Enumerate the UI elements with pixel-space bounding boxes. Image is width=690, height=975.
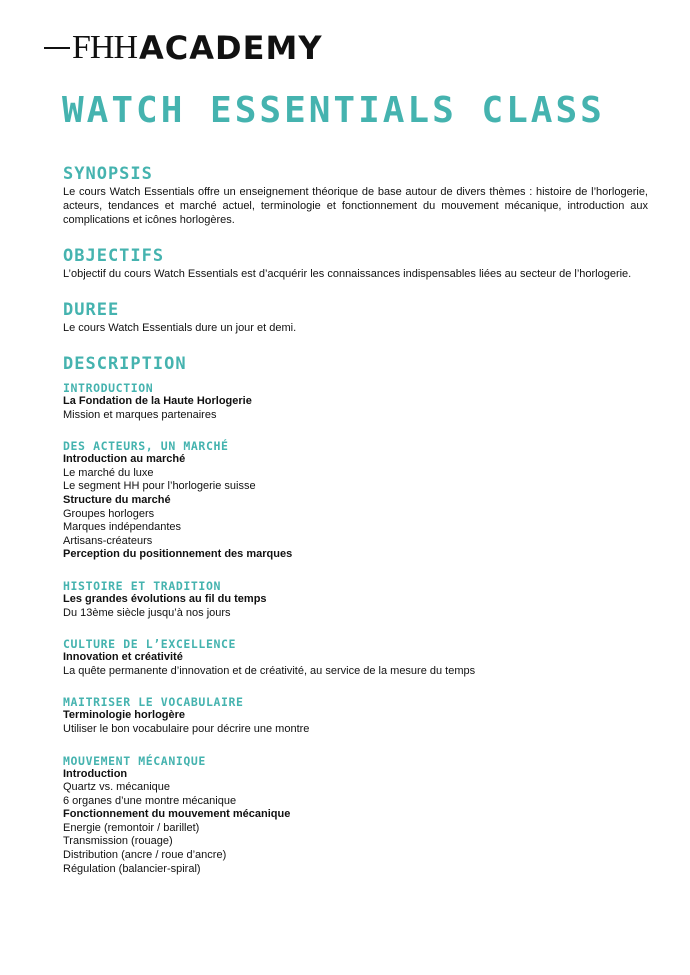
topic-block	[63, 637, 648, 678]
description-section	[63, 353, 648, 876]
topic-heading: CULTURE DE L’EXCELLENCE	[63, 637, 237, 652]
synopsis-section	[63, 163, 648, 227]
topic-subheading: Structure du marché	[63, 493, 171, 506]
page-title: WATCH ESSENTIALS CLASS	[62, 90, 605, 131]
topic-line: Artisans-créateurs	[63, 534, 153, 547]
logo-word: ACADEMY	[139, 29, 323, 67]
topic-line: Distribution (ancre / roue d’ancre)	[63, 849, 227, 862]
topic-line: Mission et marques partenaires	[63, 408, 217, 421]
topic-heading: HISTOIRE ET TRADITION	[63, 578, 221, 593]
topic-line: Du 13ème siècle jusqu’à nos jours	[63, 606, 231, 619]
topic-subheading: Introduction	[63, 767, 128, 780]
logo-dash	[44, 47, 70, 49]
duree-text: Le cours Watch Essentials dure un jour et demi.	[63, 322, 297, 334]
synopsis-heading: SYNOPSIS	[63, 164, 153, 184]
topic-heading: MOUVEMENT MÉCANIQUE	[63, 753, 206, 768]
fhh-academy-logo	[44, 30, 322, 66]
topic-line: 6 organes d’une montre mécanique	[63, 794, 237, 807]
topic-line: Groupes horlogers	[63, 507, 155, 520]
topic-line: La quête permanente d’innovation et de créativité, au service de la mesure du temps	[63, 664, 476, 677]
topic-list	[63, 381, 648, 876]
description-heading: DESCRIPTION	[63, 354, 187, 374]
topic-subheading: Innovation et créativité	[63, 651, 183, 664]
topic-line: Quartz vs. mécanique	[63, 781, 170, 794]
topic-block	[63, 439, 648, 562]
duree-section	[63, 299, 648, 335]
topic-line: Utiliser le bon vocabulaire pour décrire une montre	[63, 722, 310, 735]
topic-subheading: La Fondation de la Haute Horlogerie	[63, 395, 252, 407]
topic-line: Transmission (rouage)	[63, 835, 173, 848]
topic-line: Le segment HH pour l’horlogerie suisse	[63, 480, 256, 493]
objectifs-heading: OBJECTIFS	[63, 246, 165, 266]
topic-line: Régulation (balancier-spiral)	[63, 862, 201, 875]
synopsis-text: Le cours Watch Essentials offre un enseignement théorique de base autour de divers thèmes : histoire de l’horlogerie, acteurs, tendances et marché actuel, terminologie et fonctionnement du mouvement mécanique, introduction aux complications et icônes horlogères.	[63, 186, 648, 226]
topic-block	[63, 381, 648, 422]
topic-heading: DES ACTEURS, UN MARCHÉ	[63, 439, 229, 454]
document-body	[63, 163, 648, 876]
topic-line: Le marché du luxe	[63, 466, 154, 479]
topic-block	[63, 754, 648, 877]
topic-heading: INTRODUCTION	[63, 381, 154, 395]
topic-subheading: Introduction au marché	[63, 453, 186, 466]
topic-heading: MAITRISER LE VOCABULAIRE	[63, 695, 244, 710]
topic-subheading: Terminologie horlogère	[63, 709, 186, 722]
topic-block	[63, 695, 648, 736]
logo-mark: FHH	[72, 29, 138, 66]
topic-subheading: Fonctionnement du mouvement mécanique	[63, 808, 291, 821]
topic-line: Marques indépendantes	[63, 521, 182, 534]
topic-line: Energie (remontoir / barillet)	[63, 821, 200, 834]
topic-block	[63, 579, 648, 620]
topic-subheading: Perception du positionnement des marques	[63, 548, 293, 561]
objectifs-section	[63, 245, 648, 281]
topic-subheading: Les grandes évolutions au fil du temps	[63, 592, 267, 605]
objectifs-text: L’objectif du cours Watch Essentials est d’acquérir les connaissances indispensables liées au secteur de l’horlogerie.	[63, 268, 632, 280]
duree-heading: DUREE	[63, 300, 120, 320]
